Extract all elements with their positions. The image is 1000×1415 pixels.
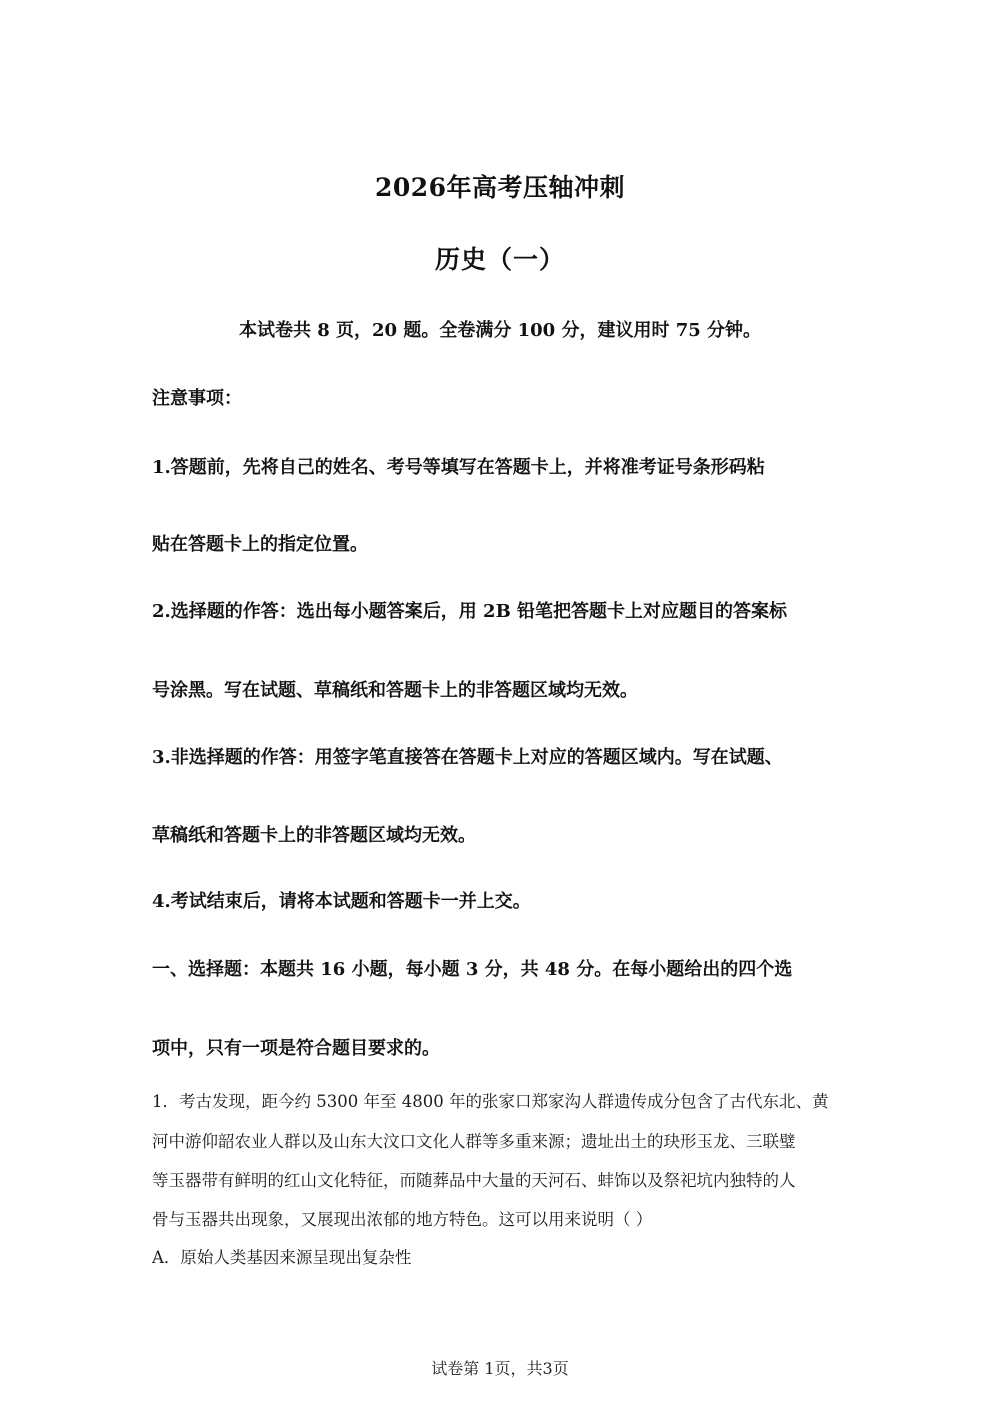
question-1-line-3: 等玉器带有鲜明的红山文化特征，而随葬品中大量的天河石、蚌饰以及祭祀坑内独特的人 <box>152 1171 796 1190</box>
notice-item-2-line-2: 号涂黑。写在试题、草稿纸和答题卡上的非答题区域均无效。 <box>152 680 638 701</box>
notice-item-3-line-2: 草稿纸和答题卡上的非答题区域均无效。 <box>152 825 476 846</box>
page-title: 2026年高考压轴冲刺 <box>374 173 626 202</box>
question-1-line-4: 骨与玉器共出现象，又展现出浓郁的地方特色。这可以用来说明（ ） <box>152 1210 653 1229</box>
notice-item-3-line-1: 3.非选择题的作答：用签字笔直接答在答题卡上对应的答题区域内。写在试题、 <box>152 747 783 768</box>
notice-item-1-line-2: 贴在答题卡上的指定位置。 <box>152 534 368 555</box>
question-1-line-1: 1．考古发现，距今约 5300 年至 4800 年的张家口郑家沟人群遗传成分包含了古代东北、黄 <box>152 1092 829 1111</box>
notice-item-4: 4.考试结束后，请将本试题和答题卡一并上交。 <box>152 891 531 912</box>
notice-heading: 注意事项： <box>152 388 242 409</box>
section-1-heading-line-1: 一、选择题：本题共 16 小题，每小题 3 分，共 48 分。在每小题给出的四个选 <box>152 959 793 980</box>
notice-item-2-line-1: 2.选择题的作答：选出每小题答案后，用 2B 铅笔把答题卡上对应题目的答案标 <box>152 601 788 622</box>
page-subtitle: 历史（一） <box>434 245 565 274</box>
question-1-option-a: A．原始人类基因来源呈现出复杂性 <box>152 1248 412 1267</box>
exam-info: 本试卷共 8 页，20 题。全卷满分 100 分，建议用时 75 分钟。 <box>238 320 762 341</box>
question-1-line-2: 河中游仰韶农业人群以及山东大汶口文化人群等多重来源；遗址出土的玦形玉龙、三联璧 <box>152 1132 796 1151</box>
notice-item-1-line-1: 1.答题前，先将自己的姓名、考号等填写在答题卡上，并将准考证号条形码粘 <box>152 457 765 478</box>
page-number-footer: 试卷第 1页，共3页 <box>431 1359 569 1378</box>
section-1-heading-line-2: 项中，只有一项是符合题目要求的。 <box>152 1038 440 1059</box>
